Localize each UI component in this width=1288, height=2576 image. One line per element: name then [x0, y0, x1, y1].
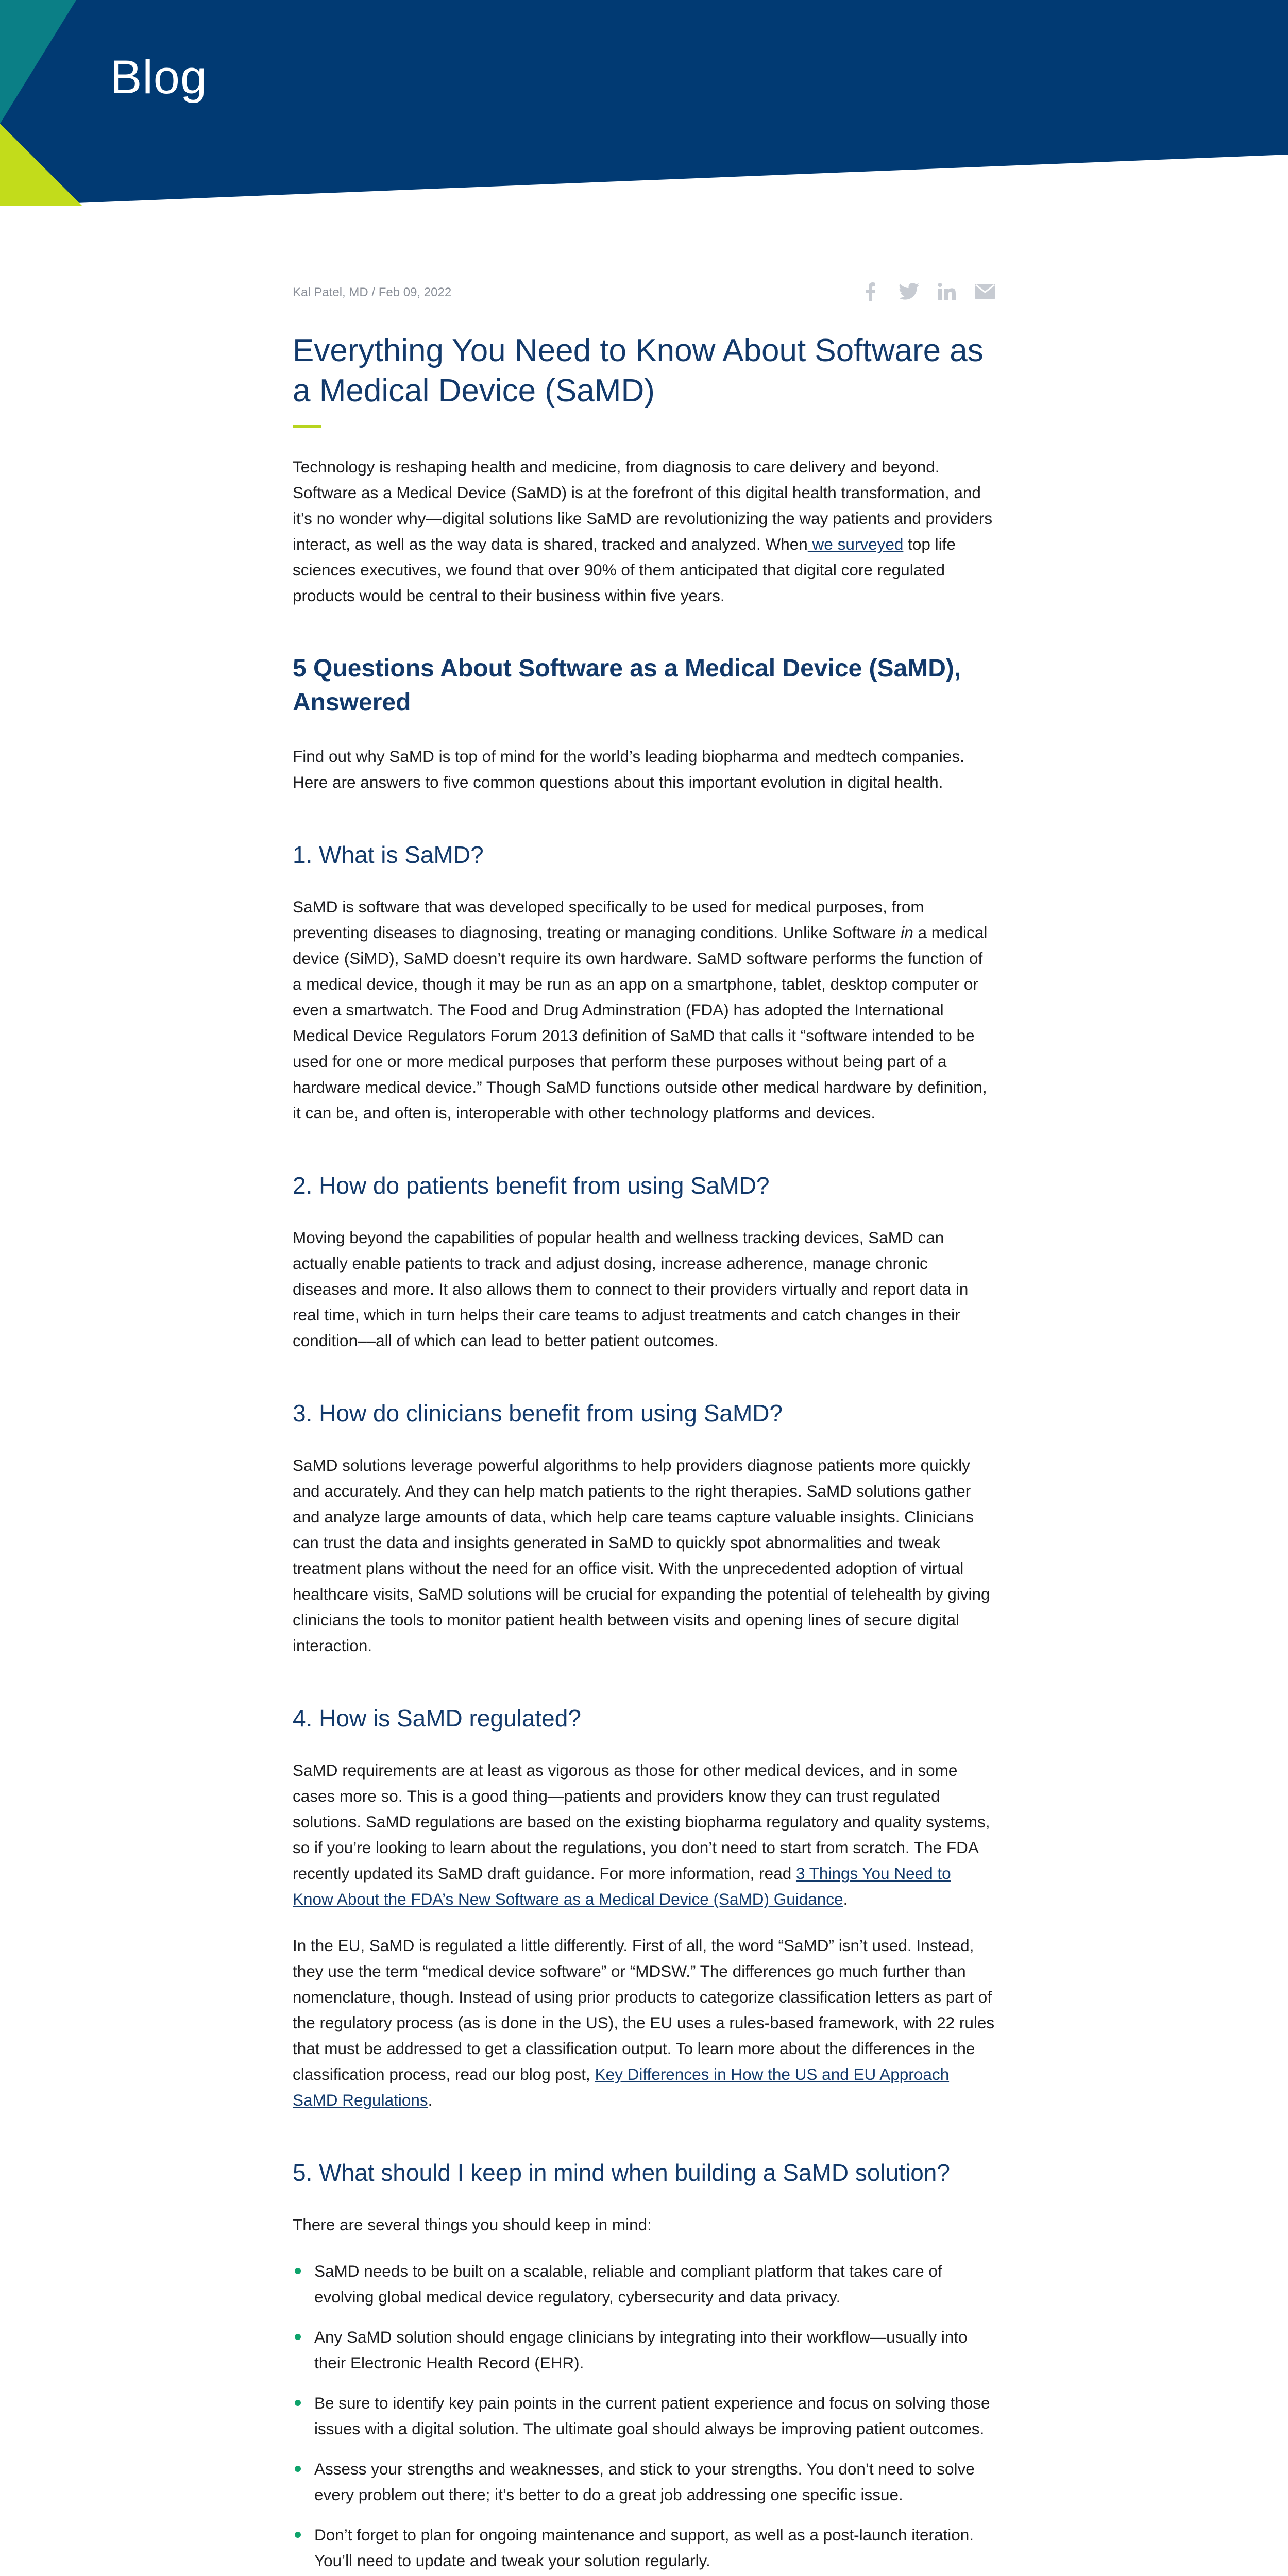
list-item-text: Assess your strengths and weaknesses, and stick to your strengths. You don’t need to solve every problem out there; it’s better to do a great job addressing one specific issue. [314, 2460, 975, 2504]
five-questions-heading: 5 Questions About Software as a Medical Device (SaMD), Answered [293, 655, 961, 716]
author-date-byline: Kal Patel, MD / Feb 09, 2022 [293, 285, 452, 299]
list-item-text: Any SaMD solution should engage clinicians by integrating into their workflow—usually into their Electronic Health Record (EHR). [314, 2328, 968, 2372]
question-5-heading: 5. What should I keep in mind when building a SaMD solution? [293, 2159, 950, 2186]
list-item [293, 2258, 995, 2310]
list-item [293, 2522, 995, 2573]
article-meta-row [293, 278, 995, 309]
list-item [293, 2324, 995, 2376]
question-3-heading: 3. How do clinicians benefit from using SaMD? [293, 1400, 783, 1427]
q4-p1-text-end: . [843, 1890, 848, 1908]
question-1-heading: 1. What is SaMD? [293, 841, 484, 868]
intro-text-start: Technology is reshaping health and medicine, from diagnosis to care delivery and beyond. Software as a Medical Device (SaMD) is at the forefront of this digital health transformation, and it’s no wonder why—digital solutions like SaMD are revolutionizing the way patients and providers interact, as well as the way data is shared, tracked and analyzed. When [293, 457, 993, 553]
q4-p2-text-start: In the EU, SaMD is regulated a little differently. First of all, the word “SaMD” isn’t used. Instead, they use the term “medical device software” or “MDSW.” The differences go much further than nomenclature, though. Instead of using prior products to categorize classification letters as part of the regulatory process (as is done in the US), the EU uses a rules-based framework, with 22 rules that must be addressed to get a classification output. To learn more about the differences in the classification process, read our blog post, [293, 1936, 995, 2083]
twitter-icon[interactable] [899, 281, 919, 302]
question-1-paragraph [293, 894, 995, 1126]
section-intro-paragraph: Find out why SaMD is top of mind for the world’s leading biopharma and medtech companies. Here are answers to five common questions about this important evolution in digital health. [293, 747, 964, 791]
fda-guidance-link[interactable]: 3 Things You Need to Know About the FDA’s New Software as a Medical Device (SaMD) Guidance [293, 1864, 951, 1908]
bullet-dot-icon [295, 2400, 301, 2406]
bullet-dot-icon [295, 2268, 301, 2274]
we-surveyed-link[interactable]: we surveyed [807, 535, 904, 553]
q4-p1-text-start: SaMD requirements are at least as vigorous as those for other medical devices, and in some cases more so. This is a good thing—patients and providers know they can trust regulated solutions. SaMD regulations are based on the existing biopharma regulatory and quality systems, so if you’re looking to learn about the regulations, you don’t need to start from scratch. The FDA recently updated its SaMD draft guidance. For more information, read [293, 1761, 990, 1883]
q1-text-end: a medical device (SiMD), SaMD doesn’t require its own hardware. SaMD software performs the function of a medical device, though it may be run as an app on a smartphone, tablet, desktop computer or even a smartwatch. The Food and Drug Adminstration (FDA) has adopted the International Medical Device Regulators Forum 2013 definition of SaMD that calls it “software intended to be used for one or more medical purposes that perform these purposes without being part of a hardware medical device.” Though SaMD functions outside other medical hardware by definition, it can be, and often is, interoperable with other technology platforms and devices. [293, 923, 988, 1122]
q1-text-start: SaMD is software that was developed specifically to be used for medical purposes, from preventing diseases to diagnosing, treating or managing conditions. Unlike Software [293, 897, 924, 942]
question-4-paragraph-2 [293, 1933, 995, 2113]
bullet-dot-icon [295, 2532, 301, 2538]
facebook-icon[interactable] [860, 281, 881, 302]
hero-background-shapes [0, 0, 1288, 211]
list-item-text: SaMD needs to be built on a scalable, reliable and compliant platform that takes care of evolving global medical device regulatory, cybersecurity and data privacy. [314, 2262, 942, 2306]
list-item [293, 2456, 995, 2507]
article [293, 278, 995, 2576]
blog-title: Blog [110, 51, 208, 104]
intro-paragraph [293, 454, 995, 608]
email-icon[interactable] [975, 281, 995, 302]
title-accent-rule [293, 425, 321, 428]
blog-hero-banner [0, 0, 1288, 211]
q4-p2-text-end: . [428, 2091, 433, 2109]
question-2-heading: 2. How do patients benefit from using SaMD? [293, 1172, 770, 1199]
bullet-dot-icon [295, 2466, 301, 2472]
list-item-text: Be sure to identify key pain points in the current patient experience and focus on solving those issues with a digital solution. The ultimate goal should always be improving patient outcomes. [314, 2394, 990, 2438]
question-5-intro: There are several things you should keep in mind: [293, 2215, 652, 2234]
tips-list [293, 2258, 995, 2573]
question-4-heading: 4. How is SaMD regulated? [293, 1705, 581, 1732]
q1-emphasis: in [901, 923, 913, 942]
linkedin-icon[interactable] [937, 281, 957, 302]
question-2-paragraph: Moving beyond the capabilities of popular health and wellness tracking devices, SaMD can actually enable patients to track and adjust dosing, increase adherence, manage chronic diseases and more. It also allows them to connect to their providers virtually and report data in real time, which in turn helps their care teams to adjust treatments and catch changes in their condition––all of which can lead to better patient outcomes. [293, 1228, 969, 1350]
article-title: Everything You Need to Know About Software as a Medical Device (SaMD) [293, 333, 984, 409]
bullet-dot-icon [295, 2334, 301, 2340]
question-4-paragraph-1 [293, 1757, 995, 1912]
question-3-paragraph: SaMD solutions leverage powerful algorithms to help providers diagnose patients more quickly and accurately. And they can help match patients to the right therapies. SaMD solutions gather and analyze large amounts of data, which help care teams capture valuable insights. Clinicians can trust the data and insights generated in SaMD to quickly spot abnormalities and tweak treatment plans without the need for an office visit. With the unprecedented adoption of virtual healthcare visits, SaMD solutions will be crucial for expanding the potential of telehealth by giving clinicians the tools to monitor patient health between visits and opening lines of secure digital interaction. [293, 1456, 990, 1655]
share-icons [860, 281, 995, 302]
us-eu-differences-link[interactable]: Key Differences in How the US and EU Approach SaMD Regulations [293, 2065, 950, 2109]
list-item-text: Don’t forget to plan for ongoing maintenance and support, as well as a post-launch iteration. You’ll need to update and tweak your solution regularly. [314, 2526, 974, 2570]
intro-text-end: top life sciences executives, we found that over 90% of them anticipated that digital core regulated products would be central to their business within five years. [293, 535, 956, 605]
list-item [293, 2390, 995, 2442]
